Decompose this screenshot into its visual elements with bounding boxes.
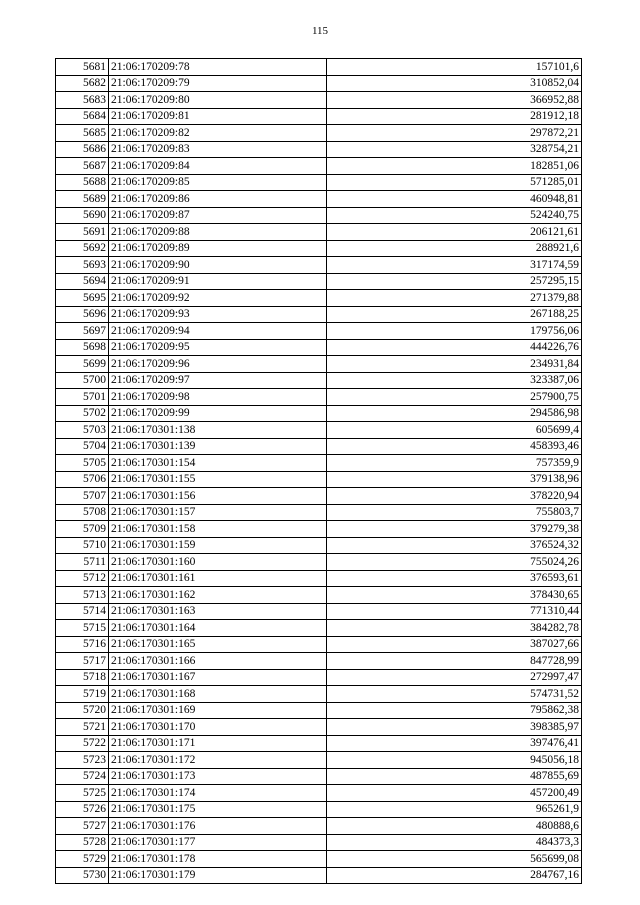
- table-row: [56, 719, 582, 736]
- amount-cell: 317174,59: [327, 257, 582, 274]
- cadastral-number-cell: 21:06:170209:88: [109, 224, 327, 241]
- amount-cell: 605699,4: [327, 422, 582, 439]
- table-row: [56, 257, 582, 274]
- table-row: [56, 92, 582, 109]
- cadastral-number-cell: 21:06:170209:97: [109, 372, 327, 389]
- amount-cell: 376593,61: [327, 570, 582, 587]
- row-number-cell: 5719: [56, 686, 109, 703]
- row-number-cell: 5704: [56, 438, 109, 455]
- amount-cell: 847728,99: [327, 653, 582, 670]
- cadastral-number-cell: 21:06:170301:154: [109, 455, 327, 472]
- row-number-cell: 5721: [56, 719, 109, 736]
- amount-cell: 257295,15: [327, 273, 582, 290]
- cadastral-number-cell: 21:06:170209:82: [109, 125, 327, 142]
- table-row: [56, 818, 582, 835]
- cadastral-number-cell: 21:06:170209:91: [109, 273, 327, 290]
- amount-cell: 179756,06: [327, 323, 582, 340]
- amount-cell: 379138,96: [327, 471, 582, 488]
- table-row: [56, 191, 582, 208]
- cadastral-number-cell: 21:06:170301:177: [109, 834, 327, 851]
- table-row: [56, 422, 582, 439]
- cadastral-number-cell: 21:06:170209:84: [109, 158, 327, 175]
- cadastral-number-cell: 21:06:170301:167: [109, 669, 327, 686]
- table-row: [56, 735, 582, 752]
- cadastral-number-cell: 21:06:170301:159: [109, 537, 327, 554]
- row-number-cell: 5706: [56, 471, 109, 488]
- table-row: [56, 785, 582, 802]
- cadastral-number-cell: 21:06:170301:166: [109, 653, 327, 670]
- amount-cell: 458393,46: [327, 438, 582, 455]
- amount-cell: 272997,47: [327, 669, 582, 686]
- amount-cell: 487855,69: [327, 768, 582, 785]
- cadastral-number-cell: 21:06:170301:173: [109, 768, 327, 785]
- row-number-cell: 5691: [56, 224, 109, 241]
- cadastral-number-cell: 21:06:170301:168: [109, 686, 327, 703]
- table-row: [56, 752, 582, 769]
- row-number-cell: 5707: [56, 488, 109, 505]
- row-number-cell: 5682: [56, 75, 109, 92]
- amount-cell: 281912,18: [327, 108, 582, 125]
- cadastral-number-cell: 21:06:170209:95: [109, 339, 327, 356]
- table-row: [56, 273, 582, 290]
- table-row: [56, 125, 582, 142]
- table-row: [56, 455, 582, 472]
- cadastral-number-cell: 21:06:170209:93: [109, 306, 327, 323]
- row-number-cell: 5694: [56, 273, 109, 290]
- table-row: [56, 686, 582, 703]
- amount-cell: 379279,38: [327, 521, 582, 538]
- row-number-cell: 5716: [56, 636, 109, 653]
- row-number-cell: 5725: [56, 785, 109, 802]
- amount-cell: 457200,49: [327, 785, 582, 802]
- page-number: 115: [311, 25, 329, 37]
- amount-cell: 484373,3: [327, 834, 582, 851]
- cadastral-number-cell: 21:06:170209:78: [109, 59, 327, 76]
- amount-cell: 571285,01: [327, 174, 582, 191]
- row-number-cell: 5724: [56, 768, 109, 785]
- table-row: [56, 108, 582, 125]
- row-number-cell: 5693: [56, 257, 109, 274]
- table-row: [56, 207, 582, 224]
- amount-cell: 310852,04: [327, 75, 582, 92]
- amount-cell: 460948,81: [327, 191, 582, 208]
- row-number-cell: 5700: [56, 372, 109, 389]
- table-row: [56, 339, 582, 356]
- amount-cell: 284767,16: [327, 867, 582, 884]
- cadastral-number-cell: 21:06:170301:138: [109, 422, 327, 439]
- row-number-cell: 5703: [56, 422, 109, 439]
- cadastral-number-cell: 21:06:170301:139: [109, 438, 327, 455]
- row-number-cell: 5717: [56, 653, 109, 670]
- row-number-cell: 5681: [56, 59, 109, 76]
- amount-cell: 795862,38: [327, 702, 582, 719]
- table-row: [56, 438, 582, 455]
- row-number-cell: 5712: [56, 570, 109, 587]
- amount-cell: 574731,52: [327, 686, 582, 703]
- amount-cell: 157101,6: [327, 59, 582, 76]
- cadastral-number-cell: 21:06:170209:79: [109, 75, 327, 92]
- table-row: [56, 224, 582, 241]
- table-row: [56, 801, 582, 818]
- row-number-cell: 5715: [56, 620, 109, 637]
- cadastral-number-cell: 21:06:170301:172: [109, 752, 327, 769]
- cadastral-number-cell: 21:06:170301:171: [109, 735, 327, 752]
- registry-table: [55, 58, 582, 884]
- cadastral-number-cell: 21:06:170301:169: [109, 702, 327, 719]
- amount-cell: 288921,6: [327, 240, 582, 257]
- row-number-cell: 5708: [56, 504, 109, 521]
- table-row: [56, 587, 582, 604]
- amount-cell: 271379,88: [327, 290, 582, 307]
- row-number-cell: 5702: [56, 405, 109, 422]
- cadastral-number-cell: 21:06:170301:170: [109, 719, 327, 736]
- cadastral-number-cell: 21:06:170209:94: [109, 323, 327, 340]
- amount-cell: 397476,41: [327, 735, 582, 752]
- row-number-cell: 5720: [56, 702, 109, 719]
- cadastral-number-cell: 21:06:170301:163: [109, 603, 327, 620]
- table-row: [56, 141, 582, 158]
- row-number-cell: 5688: [56, 174, 109, 191]
- row-number-cell: 5690: [56, 207, 109, 224]
- cadastral-number-cell: 21:06:170301:157: [109, 504, 327, 521]
- amount-cell: 755024,26: [327, 554, 582, 571]
- cadastral-number-cell: 21:06:170301:179: [109, 867, 327, 884]
- row-number-cell: 5686: [56, 141, 109, 158]
- table-row: [56, 372, 582, 389]
- row-number-cell: 5689: [56, 191, 109, 208]
- row-number-cell: 5692: [56, 240, 109, 257]
- table-row: [56, 636, 582, 653]
- cadastral-number-cell: 21:06:170209:83: [109, 141, 327, 158]
- cadastral-number-cell: 21:06:170209:80: [109, 92, 327, 109]
- row-number-cell: 5722: [56, 735, 109, 752]
- cadastral-number-cell: 21:06:170301:160: [109, 554, 327, 571]
- row-number-cell: 5723: [56, 752, 109, 769]
- amount-cell: 444226,76: [327, 339, 582, 356]
- amount-cell: 965261,9: [327, 801, 582, 818]
- amount-cell: 565699,08: [327, 851, 582, 868]
- cadastral-number-cell: 21:06:170209:90: [109, 257, 327, 274]
- amount-cell: 480888,6: [327, 818, 582, 835]
- table-row: [56, 290, 582, 307]
- row-number-cell: 5684: [56, 108, 109, 125]
- row-number-cell: 5683: [56, 92, 109, 109]
- cadastral-number-cell: 21:06:170209:89: [109, 240, 327, 257]
- cadastral-number-cell: 21:06:170209:99: [109, 405, 327, 422]
- row-number-cell: 5728: [56, 834, 109, 851]
- table-row: [56, 174, 582, 191]
- table-row: [56, 620, 582, 637]
- table-row: [56, 356, 582, 373]
- amount-cell: 755803,7: [327, 504, 582, 521]
- table-row: [56, 653, 582, 670]
- amount-cell: 378430,65: [327, 587, 582, 604]
- table-row: [56, 834, 582, 851]
- amount-cell: 771310,44: [327, 603, 582, 620]
- amount-cell: 328754,21: [327, 141, 582, 158]
- cadastral-number-cell: 21:06:170301:165: [109, 636, 327, 653]
- amount-cell: 234931,84: [327, 356, 582, 373]
- cadastral-number-cell: 21:06:170301:158: [109, 521, 327, 538]
- table-row: [56, 306, 582, 323]
- table-row: [56, 158, 582, 175]
- table-row: [56, 537, 582, 554]
- table-row: [56, 240, 582, 257]
- cadastral-number-cell: 21:06:170209:92: [109, 290, 327, 307]
- row-number-cell: 5726: [56, 801, 109, 818]
- amount-cell: 294586,98: [327, 405, 582, 422]
- table-row: [56, 323, 582, 340]
- row-number-cell: 5701: [56, 389, 109, 406]
- cadastral-number-cell: 21:06:170209:87: [109, 207, 327, 224]
- row-number-cell: 5710: [56, 537, 109, 554]
- cadastral-number-cell: 21:06:170301:162: [109, 587, 327, 604]
- row-number-cell: 5699: [56, 356, 109, 373]
- row-number-cell: 5685: [56, 125, 109, 142]
- table-row: [56, 669, 582, 686]
- table-row: [56, 504, 582, 521]
- amount-cell: 267188,25: [327, 306, 582, 323]
- amount-cell: 323387,06: [327, 372, 582, 389]
- row-number-cell: 5695: [56, 290, 109, 307]
- cadastral-number-cell: 21:06:170301:161: [109, 570, 327, 587]
- row-number-cell: 5711: [56, 554, 109, 571]
- row-number-cell: 5729: [56, 851, 109, 868]
- cadastral-number-cell: 21:06:170209:81: [109, 108, 327, 125]
- amount-cell: 206121,61: [327, 224, 582, 241]
- cadastral-number-cell: 21:06:170301:164: [109, 620, 327, 637]
- registry-table-body: [56, 59, 582, 884]
- row-number-cell: 5698: [56, 339, 109, 356]
- cadastral-number-cell: 21:06:170301:176: [109, 818, 327, 835]
- amount-cell: 524240,75: [327, 207, 582, 224]
- table-row: [56, 75, 582, 92]
- cadastral-number-cell: 21:06:170301:174: [109, 785, 327, 802]
- row-number-cell: 5718: [56, 669, 109, 686]
- table-row: [56, 603, 582, 620]
- cadastral-number-cell: 21:06:170301:175: [109, 801, 327, 818]
- cadastral-number-cell: 21:06:170301:178: [109, 851, 327, 868]
- amount-cell: 376524,32: [327, 537, 582, 554]
- cadastral-number-cell: 21:06:170301:155: [109, 471, 327, 488]
- table-row: [56, 471, 582, 488]
- cadastral-number-cell: 21:06:170301:156: [109, 488, 327, 505]
- row-number-cell: 5705: [56, 455, 109, 472]
- amount-cell: 384282,78: [327, 620, 582, 637]
- amount-cell: 182851,06: [327, 158, 582, 175]
- amount-cell: 398385,97: [327, 719, 582, 736]
- table-row: [56, 488, 582, 505]
- row-number-cell: 5696: [56, 306, 109, 323]
- amount-cell: 366952,88: [327, 92, 582, 109]
- cadastral-number-cell: 21:06:170209:98: [109, 389, 327, 406]
- amount-cell: 945056,18: [327, 752, 582, 769]
- row-number-cell: 5713: [56, 587, 109, 604]
- table-row: [56, 768, 582, 785]
- table-row: [56, 702, 582, 719]
- table-row: [56, 389, 582, 406]
- row-number-cell: 5697: [56, 323, 109, 340]
- row-number-cell: 5727: [56, 818, 109, 835]
- cadastral-number-cell: 21:06:170209:96: [109, 356, 327, 373]
- amount-cell: 378220,94: [327, 488, 582, 505]
- row-number-cell: 5687: [56, 158, 109, 175]
- row-number-cell: 5714: [56, 603, 109, 620]
- table-row: [56, 570, 582, 587]
- row-number-cell: 5730: [56, 867, 109, 884]
- table-row: [56, 867, 582, 884]
- row-number-cell: 5709: [56, 521, 109, 538]
- amount-cell: 297872,21: [327, 125, 582, 142]
- table-row: [56, 851, 582, 868]
- cadastral-number-cell: 21:06:170209:85: [109, 174, 327, 191]
- table-row: [56, 554, 582, 571]
- table-row: [56, 405, 582, 422]
- cadastral-number-cell: 21:06:170209:86: [109, 191, 327, 208]
- amount-cell: 387027,66: [327, 636, 582, 653]
- amount-cell: 257900,75: [327, 389, 582, 406]
- table-row: [56, 59, 582, 76]
- amount-cell: 757359,9: [327, 455, 582, 472]
- table-row: [56, 521, 582, 538]
